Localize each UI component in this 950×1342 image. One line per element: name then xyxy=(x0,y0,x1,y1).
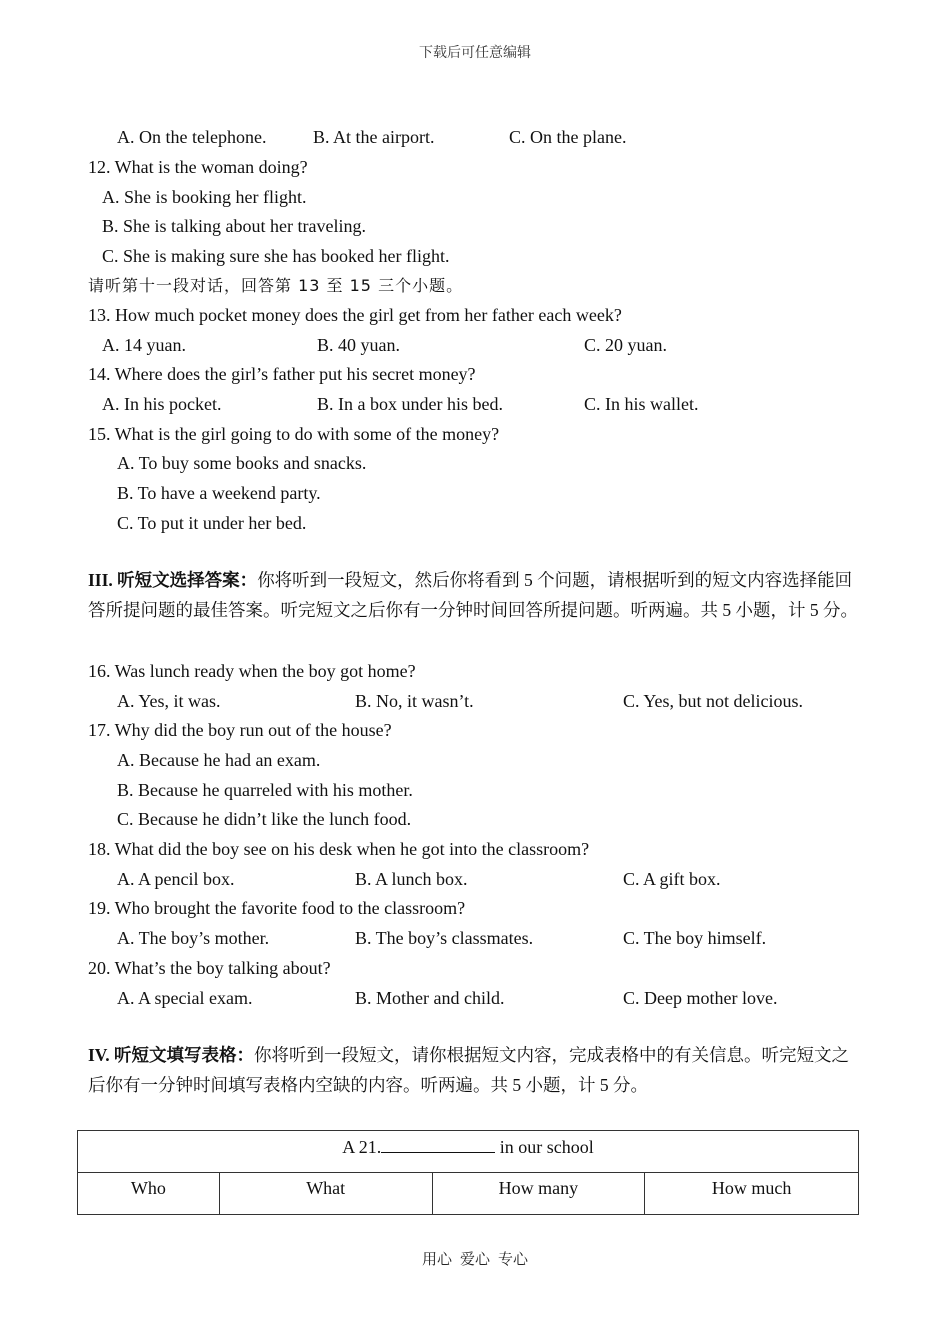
q11-option-c: C. On the plane. xyxy=(509,127,627,147)
q16-option-c: C. Yes, but not delicious. xyxy=(623,691,804,711)
q18-option-c: C. A gift box. xyxy=(623,869,721,889)
q14-question: 14. Where does the girl’s father put his secret money? xyxy=(88,364,476,384)
q14-option-a: A. In his pocket. xyxy=(102,394,222,414)
table-header-how-many: How many xyxy=(432,1173,645,1215)
q13-option-b: B. 40 yuan. xyxy=(317,335,400,355)
q19-option-a: A. The boy’s mother. xyxy=(117,928,270,948)
table-title-prefix: A 21. xyxy=(342,1137,382,1157)
q18-option-a: A. A pencil box. xyxy=(117,869,235,889)
q11-option-a: A. On the telephone. xyxy=(117,127,267,147)
q17-option-a: A. Because he had an exam. xyxy=(117,750,321,770)
section-3-body: 你将听到一段短文，然后你将看到 5 个问题，请根据听到的短文内容选择能回答所提问题的最佳答案。听完短文之后你有一分钟时间回答所提问题。听两遍。共 5 小题，计 5 分。 xyxy=(88,570,858,620)
footer-item: 爱心 xyxy=(459,1252,490,1268)
table-title-suffix: in our school xyxy=(495,1137,594,1157)
answer-blank-21[interactable] xyxy=(381,1136,495,1153)
q18-option-b: B. A lunch box. xyxy=(355,869,468,889)
q16-option-b: B. No, it wasn’t. xyxy=(355,691,474,711)
q15-question: 15. What is the girl going to do with some of the money? xyxy=(88,424,500,444)
page-header: 下载后可任意编辑 xyxy=(419,46,531,61)
section-4-body: 你将听到一段短文，请你根据短文内容，完成表格中的有关信息。听完短文之后你有一分钟时间填写表格内空缺的内容。听两遍。共 5 小题，计 5 分。 xyxy=(88,1045,849,1095)
q12-option-c: C. She is making sure she has booked her flight. xyxy=(102,246,450,266)
q16-question: 16. Was lunch ready when the boy got home? xyxy=(88,661,416,681)
q20-option-b: B. Mother and child. xyxy=(355,988,505,1008)
q13-question: 13. How much pocket money does the girl get from her father each week? xyxy=(88,305,622,325)
footer-item: 专心 xyxy=(498,1252,529,1268)
page-footer xyxy=(0,1248,950,1269)
q17-option-c: C. Because he didn’t like the lunch food. xyxy=(117,809,412,829)
q19-question: 19. Who brought the favorite food to the classroom? xyxy=(88,898,466,918)
table-title-cell xyxy=(78,1131,859,1173)
q20-option-c: C. Deep mother love. xyxy=(623,988,778,1008)
q15-option-c: C. To put it under her bed. xyxy=(117,513,307,533)
table-header-who: Who xyxy=(78,1173,220,1215)
q20-question: 20. What’s the boy talking about? xyxy=(88,958,331,978)
fill-in-table xyxy=(77,1130,859,1215)
q17-question: 17. Why did the boy run out of the house? xyxy=(88,720,392,740)
q15-option-a: A. To buy some books and snacks. xyxy=(117,453,367,473)
q12-option-b: B. She is talking about her traveling. xyxy=(102,216,366,236)
q13-option-c: C. 20 yuan. xyxy=(584,335,667,355)
section-3-title: III. 听短文选择答案： xyxy=(88,570,258,590)
table-header-what: What xyxy=(219,1173,432,1215)
q16-option-a: A. Yes, it was. xyxy=(117,691,221,711)
q19-option-c: C. The boy himself. xyxy=(623,928,767,948)
q19-option-b: B. The boy’s classmates. xyxy=(355,928,534,948)
q18-question: 18. What did the boy see on his desk when he got into the classroom? xyxy=(88,839,590,859)
table-header-how-much: How much xyxy=(645,1173,859,1215)
q14-option-c: C. In his wallet. xyxy=(584,394,699,414)
q12-option-a: A. She is booking her flight. xyxy=(102,187,307,207)
section-3-instructions xyxy=(88,566,866,625)
listening-note: 请听第十一段对话，回答第 13 至 15 三个小题。 xyxy=(88,276,464,295)
q13-option-a: A. 14 yuan. xyxy=(102,335,186,355)
q11-option-b: B. At the airport. xyxy=(313,127,435,147)
section-4-instructions xyxy=(88,1041,863,1100)
q14-option-b: B. In a box under his bed. xyxy=(317,394,503,414)
q15-option-b: B. To have a weekend party. xyxy=(117,483,321,503)
q20-option-a: A. A special exam. xyxy=(117,988,253,1008)
q17-option-b: B. Because he quarreled with his mother. xyxy=(117,780,413,800)
footer-item: 用心 xyxy=(421,1252,452,1268)
q12-question: 12. What is the woman doing? xyxy=(88,157,308,177)
section-4-title: IV. 听短文填写表格： xyxy=(88,1045,254,1065)
